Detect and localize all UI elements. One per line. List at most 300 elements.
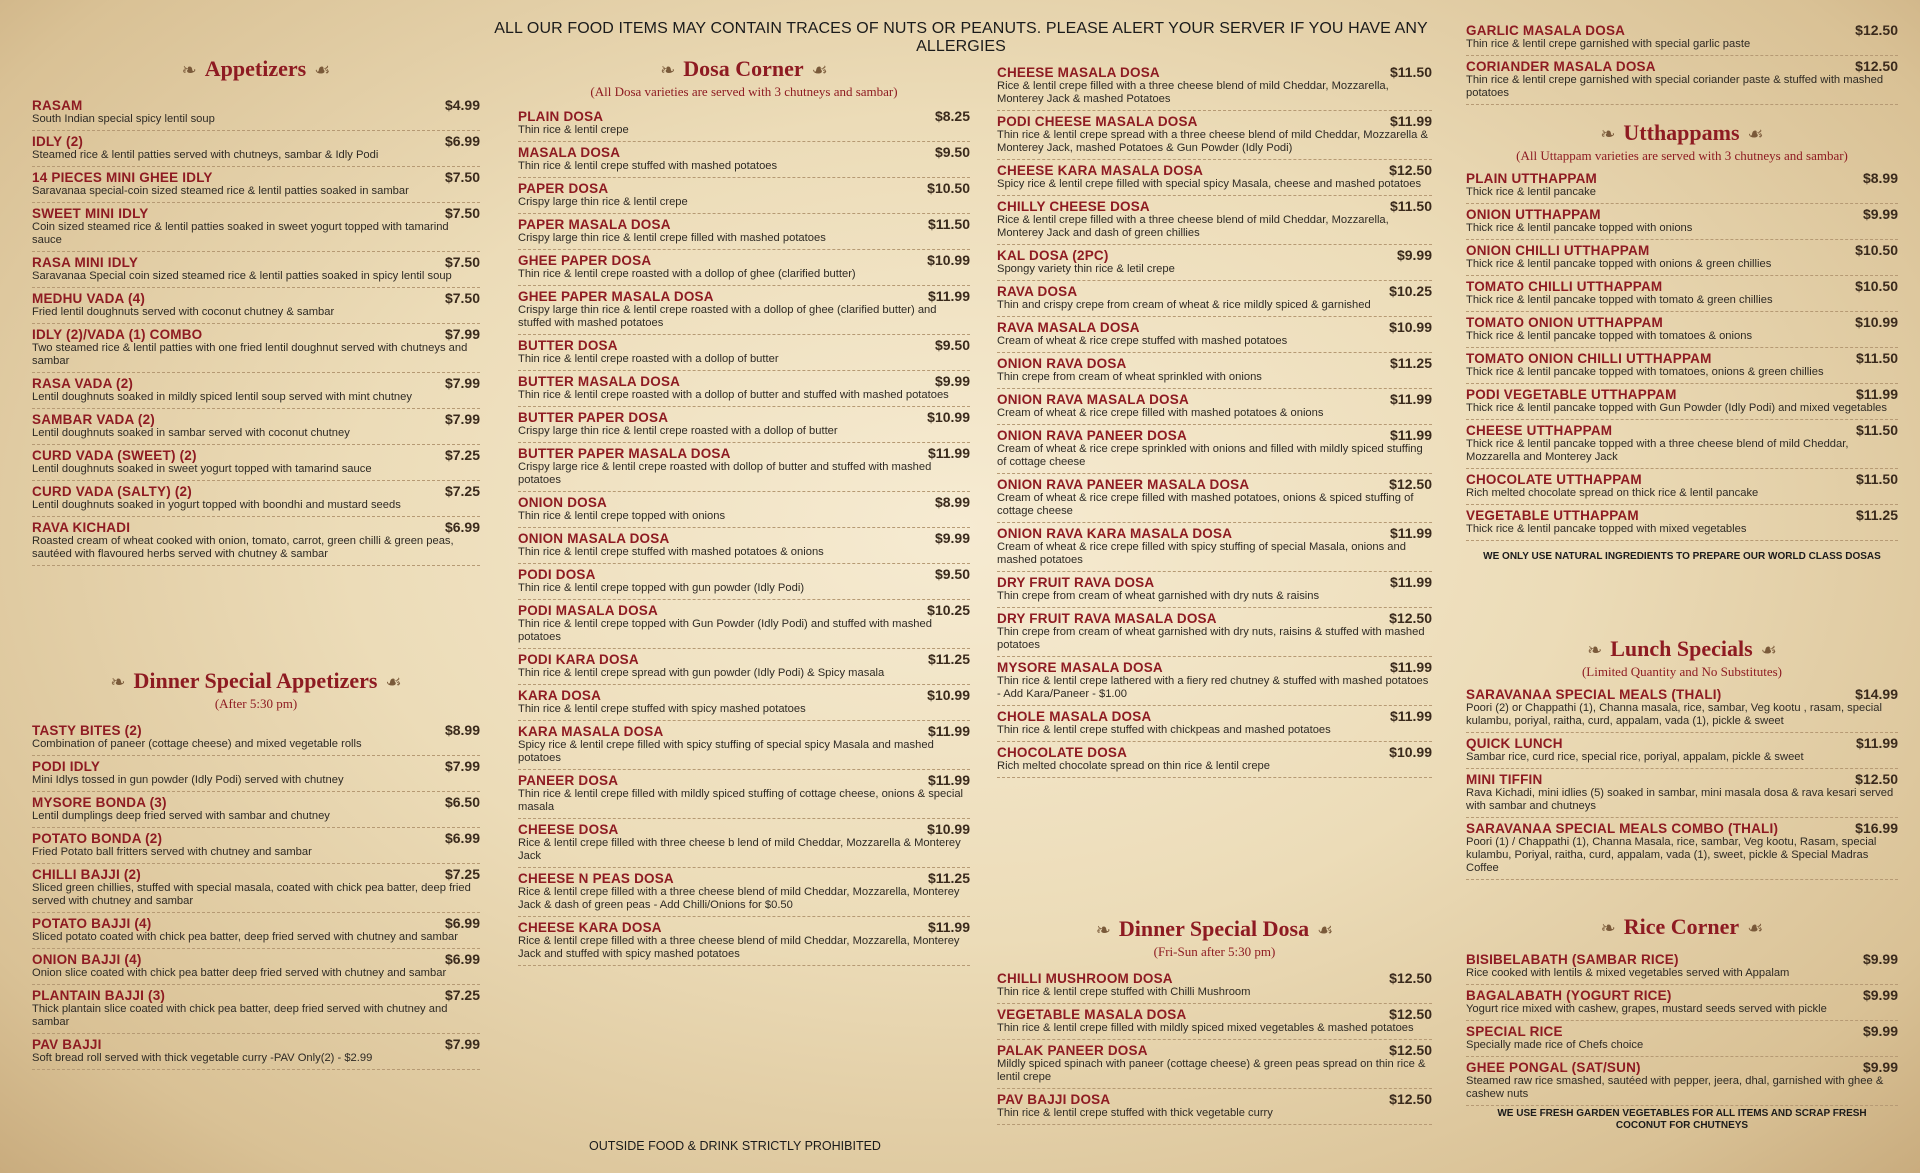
menu-item-name: TOMATO ONION UTTHAPPAM	[1466, 315, 1663, 330]
menu-item-name: CHEESE KARA MASALA DOSA	[997, 163, 1204, 178]
menu-item	[1466, 204, 1898, 240]
menu-item	[32, 324, 480, 373]
menu-item-description: Rice & lentil crepe filled with a three cheese blend of mild Cheddar, Mozzarella, Monterey Jack and stuffed with spicy mashed potatoes	[518, 935, 960, 960]
menu-item-row	[32, 866, 480, 882]
menu-item	[997, 474, 1432, 523]
menu-item-description: Cream of wheat & rice crepe filled with mashed potatoes & onions	[997, 407, 1324, 419]
menu-item-name: MINI TIFFIN	[1466, 772, 1543, 787]
menu-item-description: Onion slice coated with chick pea batter deep fried served with chutney and sambar	[32, 967, 447, 979]
menu-item	[1466, 684, 1898, 733]
appetizers-list	[32, 95, 480, 566]
menu-item	[518, 819, 970, 868]
menu-item-row	[1466, 820, 1898, 836]
menu-item-row	[1466, 350, 1898, 366]
menu-item-price: $8.99	[934, 494, 970, 510]
menu-item-price: $12.50	[1855, 58, 1898, 74]
menu-item-row	[997, 162, 1432, 178]
menu-item-name: RAVA KICHADI	[32, 520, 131, 535]
menu-item	[518, 443, 970, 492]
menu-item-description: Crispy large thin rice & lentil crepe roasted with a dollop of ghee (clarified butter) and stuffed with mashed potatoes	[518, 304, 937, 329]
menu-item-name: KARA DOSA	[518, 688, 602, 703]
menu-item-name: GHEE PONGAL (SAT/SUN)	[1466, 1060, 1641, 1075]
menu-item-price: $12.50	[1389, 1042, 1432, 1058]
menu-item-description: Mildly spiced spinach with paneer (cottage cheese) & green peas spread on thin rice & lentil crepe	[997, 1058, 1426, 1083]
menu-item-description: Thick rice & lentil pancake topped with tomato & green chillies	[1466, 294, 1773, 306]
menu-item	[518, 564, 970, 600]
menu-item-name: RASAM	[32, 98, 83, 113]
menu-item-price: $10.25	[1389, 283, 1432, 299]
menu-item-row	[1466, 58, 1898, 74]
menu-item-price: $9.99	[1862, 951, 1898, 967]
menu-item	[518, 106, 970, 142]
menu-item-row	[997, 610, 1432, 626]
menu-item-name: PAV BAJJI	[32, 1037, 102, 1052]
menu-item-description: Poori (1) / Chappathi (1), Channa Masala, rice, sambar, Veg kootu, Rasam, special kulambu, Poriyal, raitha, curd, appalam, vada (1), sweet, pickle & Special Madras Coffee	[1466, 836, 1877, 874]
menu-item-row	[518, 409, 970, 425]
menu-item-price: $10.99	[1855, 314, 1898, 330]
menu-item-description: Sambar rice, curd rice, special rice, poriyal, appalam, pickle & sweet	[1466, 751, 1804, 763]
menu-item-description: Thin rice & lentil crepe stuffed with mashed potatoes & onions	[518, 546, 824, 558]
menu-item	[997, 1040, 1432, 1089]
menu-item-name: PAPER DOSA	[518, 181, 609, 196]
menu-item-row	[32, 915, 480, 931]
menu-item	[32, 481, 480, 517]
menu-item-row	[32, 97, 480, 113]
menu-item-row	[518, 494, 970, 510]
menu-item-price: $12.50	[1855, 771, 1898, 787]
rice-corner-list	[1466, 949, 1898, 1106]
menu-item-description: Thin rice & lentil crepe stuffed with mashed potatoes	[518, 160, 778, 172]
menu-item	[32, 1034, 480, 1070]
menu-item-description: Poori (2) or Chappathi (1), Channa masala, rice, sambar, Veg kootu , rasam, special kulambu, poriyal, raitha, curd, appalam, vada (1), pickle & sweet	[1466, 702, 1883, 727]
menu-item-price: $11.50	[1855, 471, 1898, 487]
menu-item-row	[518, 445, 970, 461]
menu-item	[518, 407, 970, 443]
menu-item	[518, 685, 970, 721]
menu-item-row	[32, 987, 480, 1003]
menu-item	[1466, 469, 1898, 505]
menu-item-description: Rich melted chocolate spread on thick rice & lentil pancake	[1466, 487, 1759, 499]
menu-item	[997, 425, 1432, 474]
menu-item	[997, 245, 1432, 281]
menu-item-name: ONION RAVA PANEER MASALA DOSA	[997, 477, 1250, 492]
menu-item-row	[997, 113, 1432, 129]
menu-item-name: CHILLI MUSHROOM DOSA	[997, 971, 1173, 986]
menu-item-price: $4.99	[444, 97, 480, 113]
menu-item	[1466, 505, 1898, 541]
menu-item-name: PANEER DOSA	[518, 773, 619, 788]
menu-item	[1466, 733, 1898, 769]
menu-item-row	[1466, 206, 1898, 222]
menu-item-description: Thin and crispy crepe from cream of wheat & rice mildly spiced & garnished	[997, 299, 1371, 311]
menu-item-description: Thin rice & lentil crepe topped with Gun Powder (Idly Podi) and stuffed with mashed potatoes	[518, 618, 932, 643]
menu-item-price: $10.50	[1855, 278, 1898, 294]
menu-item-price: $7.99	[444, 411, 480, 427]
menu-item-row	[1466, 242, 1898, 258]
menu-item	[997, 706, 1432, 742]
menu-item-price: $7.25	[444, 447, 480, 463]
menu-item	[997, 1004, 1432, 1040]
menu-item-description: Crispy large thin rice & lentil crepe	[518, 196, 688, 208]
menu-item	[997, 1089, 1432, 1125]
menu-item-description: Soft bread roll served with thick vegetable curry -PAV Only(2) - $2.99	[32, 1052, 373, 1064]
menu-item-name: ONION MASALA DOSA	[518, 531, 670, 546]
menu-item-row	[518, 108, 970, 124]
menu-item-name: SARAVANAA SPECIAL MEALS (THALI)	[1466, 687, 1722, 702]
menu-item-description: Thick plantain slice coated with chick pea batter, deep fried served with chutney and sambar	[32, 1003, 448, 1028]
dosa-corner-section	[518, 56, 970, 966]
menu-item	[997, 657, 1432, 706]
menu-item-name: KAL DOSA (2PC)	[997, 248, 1109, 263]
menu-item-description: Cream of wheat & rice crepe stuffed with mashed potatoes	[997, 335, 1288, 347]
menu-item-description: Mini Idlys tossed in gun powder (Idly Podi) served with chutney	[32, 774, 344, 786]
menu-item-row	[997, 283, 1432, 299]
menu-item-row	[1466, 951, 1898, 967]
menu-item	[997, 742, 1432, 778]
ornament-right-icon: ☙	[1747, 124, 1764, 144]
menu-item-description: Thin rice & lentil crepe filled with mildly spiced stuffing of cottage cheese, onions & special masala	[518, 788, 964, 813]
menu-item-row	[518, 772, 970, 788]
menu-item-price: $9.99	[1396, 247, 1432, 263]
menu-item	[32, 373, 480, 409]
menu-item-price: $11.99	[927, 288, 970, 304]
menu-item-row	[518, 651, 970, 667]
dosa-top-list	[1466, 20, 1898, 105]
menu-item-row	[1466, 170, 1898, 186]
menu-item-row	[32, 830, 480, 846]
menu-item-row	[518, 821, 970, 837]
menu-item-row	[518, 602, 970, 618]
menu-item-row	[997, 744, 1432, 760]
menu-item-name: PAV BAJJI DOSA	[997, 1092, 1111, 1107]
menu-item-description: Thin rice & lentil crepe stuffed with chickpeas and mashed potatoes	[997, 724, 1331, 736]
menu-item	[518, 917, 970, 966]
menu-item	[32, 949, 480, 985]
menu-item-price: $12.50	[1389, 610, 1432, 626]
menu-item-price: $9.99	[1862, 987, 1898, 1003]
menu-item	[518, 868, 970, 917]
menu-item-row	[32, 169, 480, 185]
menu-item	[997, 317, 1432, 353]
menu-item-name: ONION RAVA MASALA DOSA	[997, 392, 1189, 407]
menu-item-description: Thick rice & lentil pancake topped with mixed vegetables	[1466, 523, 1747, 535]
menu-item-price: $10.99	[927, 252, 970, 268]
ornament-left-icon: ❧	[1600, 918, 1616, 938]
menu-item-row	[518, 870, 970, 886]
menu-item-price: $8.99	[444, 722, 480, 738]
menu-item	[997, 572, 1432, 608]
menu-item-price: $10.99	[927, 687, 970, 703]
ornament-right-icon: ☙	[385, 672, 402, 692]
menu-item-description: Thin rice & lentil crepe topped with onions	[518, 510, 726, 522]
menu-item-row	[518, 687, 970, 703]
menu-item-name: CORIANDER MASALA DOSA	[1466, 59, 1656, 74]
menu-item-description: Rich melted chocolate spread on thin rice & lentil crepe	[997, 760, 1270, 772]
menu-item-price: $7.99	[444, 1036, 480, 1052]
menu-item-price: $11.50	[1855, 422, 1898, 438]
menu-item	[1466, 818, 1898, 880]
menu-item-name: IDLY (2)	[32, 134, 84, 149]
menu-item	[997, 353, 1432, 389]
menu-item-price: $6.99	[444, 519, 480, 535]
menu-item-row	[518, 373, 970, 389]
menu-item	[32, 252, 480, 288]
menu-item-description: Thick rice & lentil pancake topped with onions	[1466, 222, 1693, 234]
menu-item-description: Thin rice & lentil crepe spread with a three cheese blend of mild Cheddar, Mozzarella & Monterey Jack, mashed Potatoes & Gun Powder (Idly Podi)	[997, 129, 1428, 154]
lunch-specials-list	[1466, 684, 1898, 880]
menu-item-row	[997, 1042, 1432, 1058]
menu-item-description: Thin rice & lentil crepe garnished with special garlic paste	[1466, 38, 1751, 50]
menu-item	[518, 492, 970, 528]
menu-item-name: PODI IDLY	[32, 759, 101, 774]
menu-item-name: PODI CHEESE MASALA DOSA	[997, 114, 1198, 129]
menu-item-price: $14.99	[1855, 686, 1898, 702]
menu-item-name: CHEESE MASALA DOSA	[997, 65, 1160, 80]
menu-item-description: Thin rice & lentil crepe	[518, 124, 629, 136]
menu-item-description: Coin sized steamed rice & lentil patties soaked in sweet yogurt topped with tamarind sauce	[32, 221, 449, 246]
menu-item-description: Thin rice & lentil crepe garnished with special coriander paste & stuffed with mashed potatoes	[1466, 74, 1884, 99]
menu-item	[518, 250, 970, 286]
menu-item-name: PLAIN UTTHAPPAM	[1466, 171, 1597, 186]
section-title-dosa-corner: ❧ Dosa Corner ☙	[660, 56, 828, 81]
menu-item-price: $12.50	[1855, 22, 1898, 38]
menu-item	[1466, 20, 1898, 56]
menu-item-name: SARAVANAA SPECIAL MEALS COMBO (THALI)	[1466, 821, 1779, 836]
menu-item-description: South Indian special spicy lentil soup	[32, 113, 215, 125]
menu-item-price: $6.99	[444, 951, 480, 967]
menu-item-description: Thin rice & lentil crepe topped with gun powder (Idly Podi)	[518, 582, 805, 594]
menu-item-row	[997, 708, 1432, 724]
menu-item-price: $9.99	[1862, 206, 1898, 222]
menu-item-price: $6.99	[444, 915, 480, 931]
menu-item-price: $12.50	[1389, 162, 1432, 178]
menu-item-name: BISIBELABATH (SAMBAR RICE)	[1466, 952, 1679, 967]
menu-item	[518, 178, 970, 214]
menu-item-description: Rava Kichadi, mini idlies (5) soaked in sambar, mini masala dosa & rava kesari served with sambar and chutneys	[1466, 787, 1894, 812]
menu-item-row	[1466, 471, 1898, 487]
menu-item-name: TOMATO ONION CHILLI UTTHAPPAM	[1466, 351, 1712, 366]
menu-item-name: CHILLY CHEESE DOSA	[997, 199, 1150, 214]
menu-item-row	[1466, 1059, 1898, 1075]
menu-item-price: $8.99	[1862, 170, 1898, 186]
menu-item-price: $6.99	[444, 133, 480, 149]
menu-item-row	[518, 216, 970, 232]
menu-item-row	[32, 447, 480, 463]
menu-item-description: Cream of wheat & rice crepe sprinkled with onions and filled with mildly spiced stuffing of cottage cheese	[997, 443, 1423, 468]
menu-item-price: $10.25	[927, 602, 970, 618]
menu-item-row	[32, 375, 480, 391]
menu-item-price: $10.50	[927, 180, 970, 196]
menu-item	[1466, 1057, 1898, 1106]
menu-item-price: $10.99	[1389, 744, 1432, 760]
menu-item-description: Saravanaa Special coin sized steamed rice & lentil patties soaked in spicy lentil soup	[32, 270, 452, 282]
menu-item-row	[518, 337, 970, 353]
menu-item-description: Thin rice & lentil crepe spread with gun powder (Idly Podi) & Spicy masala	[518, 667, 885, 679]
menu-item-price: $9.99	[934, 530, 970, 546]
menu-item-description: Lentil doughnuts soaked in yogurt topped with boondhi and mustard seeds	[32, 499, 401, 511]
menu-item	[32, 864, 480, 913]
menu-item-price: $11.99	[1855, 386, 1898, 402]
menu-item-description: Thick rice & lentil pancake topped with Gun Powder (Idly Podi) and mixed vegetables	[1466, 402, 1887, 414]
section-title-rice-corner: ❧ Rice Corner ☙	[1600, 914, 1764, 939]
menu-item-price: $9.99	[1862, 1059, 1898, 1075]
menu-item-name: ONION RAVA KARA MASALA DOSA	[997, 526, 1233, 541]
menu-item-price: $7.25	[444, 866, 480, 882]
menu-item-row	[997, 355, 1432, 371]
menu-item-description: Fried lentil doughnuts served with coconut chutney & sambar	[32, 306, 335, 318]
menu-item	[997, 389, 1432, 425]
menu-item-price: $11.99	[1389, 113, 1432, 129]
menu-item	[1466, 348, 1898, 384]
menu-item-price: $11.99	[1389, 659, 1432, 675]
menu-item-price: $10.99	[927, 409, 970, 425]
menu-item	[1466, 168, 1898, 204]
section-subtitle-dinner-dosa: (Fri-Sun after 5:30 pm)	[1153, 944, 1276, 959]
section-title-appetizers: ❧ Appetizers ☙	[181, 56, 331, 81]
ornament-left-icon: ❧	[1600, 124, 1616, 144]
menu-item-name: 14 PIECES MINI GHEE IDLY	[32, 170, 213, 185]
section-subtitle-dinner-appetizers: (After 5:30 pm)	[214, 696, 298, 711]
menu-item-description: Cream of wheat & rice crepe filled with spicy stuffing of special Masala, onions and mashed potatoes	[997, 541, 1406, 566]
menu-item-price: $7.50	[444, 169, 480, 185]
allergy-banner: ALL OUR FOOD ITEMS MAY CONTAIN TRACES OF NUTS OR PEANUTS. PLEASE ALERT YOUR SERVER IF YOU HAVE ANY ALLERGIES	[494, 20, 1428, 55]
section-subtitle-lunch-specials: (Limited Quantity and No Substitutes)	[1581, 664, 1783, 679]
menu-item-description: Rice & lentil crepe filled with three cheese b lend of mild Cheddar, Mozzarella & Monterey Jack	[518, 837, 961, 862]
menu-item-price: $11.99	[927, 445, 970, 461]
menu-item-description: Lentil doughnuts soaked in sambar served with coconut chutney	[32, 427, 350, 439]
menu-item-description: Lentil dumplings deep fried served with sambar and chutney	[32, 810, 330, 822]
menu-item-description: Two steamed rice & lentil patties with one fried lentil doughnut served with chutneys and sambar	[32, 342, 468, 367]
menu-item-row	[1466, 314, 1898, 330]
menu-item	[518, 142, 970, 178]
menu-item-name: PALAK PANEER DOSA	[997, 1043, 1148, 1058]
menu-item	[1466, 312, 1898, 348]
menu-item-price: $9.99	[1862, 1023, 1898, 1039]
menu-item	[1466, 240, 1898, 276]
menu-item-name: CHEESE DOSA	[518, 822, 619, 837]
menu-item-name: GHEE PAPER DOSA	[518, 253, 652, 268]
menu-item-name: CHOLE MASALA DOSA	[997, 709, 1152, 724]
menu-item-name: ONION RAVA DOSA	[997, 356, 1127, 371]
menu-item-name: TASTY BITES (2)	[32, 723, 142, 738]
menu-item-name: GARLIC MASALA DOSA	[1466, 23, 1626, 38]
menu-item-name: ONION RAVA PANEER DOSA	[997, 428, 1187, 443]
dosa-corner-list	[518, 106, 970, 966]
menu-item-row	[32, 205, 480, 221]
menu-item	[1466, 985, 1898, 1021]
menu-item-description: Thin rice & lentil crepe filled with mildly spiced mixed vegetables & mashed potatoes	[997, 1022, 1414, 1034]
menu-item-description: Spicy rice & lentil crepe filled with special spicy Masala, cheese and mashed potatoes	[997, 178, 1422, 190]
appetizers-section	[32, 56, 480, 566]
menu-item-description: Steamed raw rice smashed, sautéed with pepper, jeera, dhal, garnished with ghee & cashew nuts	[1466, 1075, 1884, 1100]
menu-item-name: ONION DOSA	[518, 495, 608, 510]
menu-item-price: $11.99	[1855, 735, 1898, 751]
menu-item-name: RASA MINI IDLY	[32, 255, 139, 270]
menu-item	[997, 196, 1432, 245]
menu-item-name: BUTTER DOSA	[518, 338, 618, 353]
menu-item-price: $11.25	[927, 870, 970, 886]
menu-item-description: Thin rice & lentil crepe roasted with a dollop of butter and stuffed with mashed potatoes	[518, 389, 949, 401]
menu-item-description: Rice & lentil crepe filled with a three cheese blend of mild Cheddar, Mozzarella, Monterey Jack and dash of green chillies	[997, 214, 1389, 239]
menu-item-price: $7.25	[444, 483, 480, 499]
rice-corner-section	[1466, 914, 1898, 1132]
menu-item-price: $9.99	[934, 373, 970, 389]
menu-item-price: $11.50	[927, 216, 970, 232]
menu-item-price: $11.50	[1389, 64, 1432, 80]
menu-item-name: PODI VEGETABLE UTTHAPPAM	[1466, 387, 1677, 402]
menu-item-name: CHEESE UTTHAPPAM	[1466, 423, 1613, 438]
menu-item	[32, 288, 480, 324]
menu-item-description: Thick rice & lentil pancake topped with tomatoes, onions & green chillies	[1466, 366, 1824, 378]
menu-item-price: $11.99	[1389, 427, 1432, 443]
menu-item-price: $11.25	[1389, 355, 1432, 371]
dosa-continued-list	[997, 62, 1432, 778]
menu-item	[997, 281, 1432, 317]
menu-item-name: CHILLI BAJJI (2)	[32, 867, 141, 882]
menu-item-row	[32, 794, 480, 810]
menu-item-name: SAMBAR VADA (2)	[32, 412, 155, 427]
menu-item-description: Steamed rice & lentil patties served with chutneys, sambar & Idly Podi	[32, 149, 379, 161]
menu-item-name: GHEE PAPER MASALA DOSA	[518, 289, 714, 304]
menu-item-price: $11.50	[1855, 350, 1898, 366]
menu-item-name: KARA MASALA DOSA	[518, 724, 664, 739]
menu-item-name: MASALA DOSA	[518, 145, 621, 160]
menu-item-price: $7.50	[444, 254, 480, 270]
menu-item-row	[518, 252, 970, 268]
menu-item	[1466, 769, 1898, 818]
menu-item-name: PLAIN DOSA	[518, 109, 604, 124]
menu-item-description: Spongy variety thin rice & letil crepe	[997, 263, 1175, 275]
dinner-appetizers-list	[32, 720, 480, 1070]
menu-item-name: PODI KARA DOSA	[518, 652, 639, 667]
menu-item-description: Thick rice & lentil pancake topped with onions & green chillies	[1466, 258, 1772, 270]
menu-item-price: $10.99	[927, 821, 970, 837]
menu-item-name: CHEESE KARA DOSA	[518, 920, 662, 935]
menu-item-row	[1466, 686, 1898, 702]
menu-item-description: Combination of paneer (cottage cheese) and mixed vegetable rolls	[32, 738, 362, 750]
menu-item-row	[997, 659, 1432, 675]
menu-item-price: $7.99	[444, 758, 480, 774]
menu-item-price: $10.99	[1389, 319, 1432, 335]
menu-item-row	[1466, 1023, 1898, 1039]
menu-item	[1466, 420, 1898, 469]
menu-item	[997, 968, 1432, 1004]
menu-item-price: $11.25	[927, 651, 970, 667]
menu-item-description: Fried Potato ball fritters served with chutney and sambar	[32, 846, 312, 858]
menu-item	[997, 111, 1432, 160]
menu-item-row	[997, 476, 1432, 492]
menu-item-description: Thin rice & lentil crepe stuffed with spicy mashed potatoes	[518, 703, 806, 715]
section-title-dinner-dosa: ❧ Dinner Special Dosa ☙	[1095, 916, 1334, 941]
menu-item-price: $7.99	[444, 375, 480, 391]
menu-item-row	[997, 319, 1432, 335]
menu-item-name: IDLY (2)/VADA (1) COMBO	[32, 327, 203, 342]
menu-item-name: PAPER MASALA DOSA	[518, 217, 671, 232]
menu-item-price: $6.50	[444, 794, 480, 810]
menu-item-description: Rice & lentil crepe filled with a three cheese blend of mild Cheddar, Mozzarella, Monterey Jack & dash of green peas - Add Chilli/Onions for $0.50	[518, 886, 960, 911]
ornament-right-icon: ☙	[811, 60, 828, 80]
menu-item-name: ONION CHILLI UTTHAPPAM	[1466, 243, 1650, 258]
menu-item-name: CHOCOLATE DOSA	[997, 745, 1128, 760]
menu-item-price: $7.50	[444, 290, 480, 306]
menu-item	[997, 523, 1432, 572]
menu-item	[518, 286, 970, 335]
menu-item-name: MYSORE BONDA (3)	[32, 795, 167, 810]
menu-item-name: ONION UTTHAPPAM	[1466, 207, 1601, 222]
menu-item	[32, 756, 480, 792]
menu-item	[32, 517, 480, 566]
menu-item-description: Thin rice & lentil crepe lathered with a fiery red chutney & stuffed with mashed potatoes - Add Kara/Paneer - $1.00	[997, 675, 1429, 700]
